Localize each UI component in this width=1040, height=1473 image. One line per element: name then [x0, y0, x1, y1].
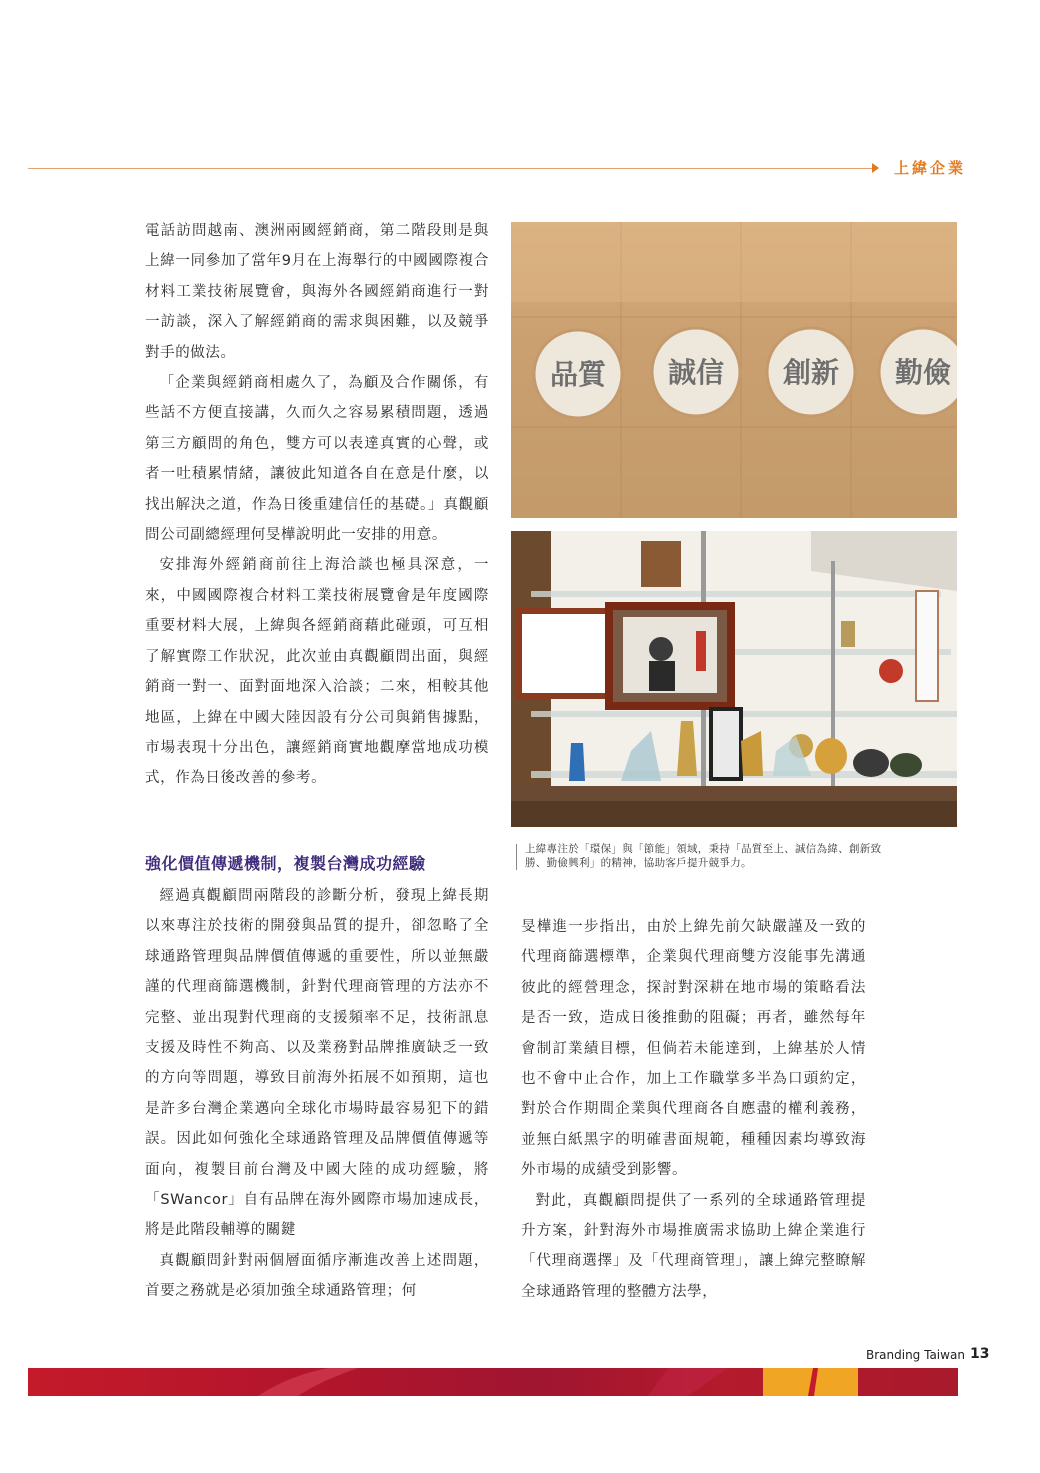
page-number: 13: [970, 1346, 990, 1362]
left-column-top: [145, 216, 489, 794]
value-plate-innovation: 創新: [782, 356, 840, 389]
footer-color-band: [28, 1368, 958, 1396]
paragraph: 對此，真觀顧問提供了一系列的全球通路管理提升方案，針對海外市場推廣需求協助上緯企業進行「代理商選擇」及「代理商管理」，讓上緯完整瞭解全球通路管理的整體方法學，: [521, 1192, 866, 1300]
header-arrow-icon: [872, 163, 879, 173]
paragraph: 電話訪問越南、澳洲兩國經銷商，第二階段則是與上緯一同參加了當年9月在上海舉行的中國國際複合材料工業技術展覽會，與海外各國經銷商進行一對一訪談，深入了解經銷商的需求與困難，以及競爭對手的做法。: [145, 223, 489, 361]
value-plate-integrity: 誠信: [667, 356, 725, 389]
photo-caption: 上緯專注於「環保」與「節能」領域，秉持「品質至上、誠信為緯、創新致勝、勤儉興利」的精神，協助客戶提升競爭力。: [525, 843, 882, 869]
left-column-bottom: [145, 881, 489, 1307]
header-rule: [28, 168, 874, 169]
photo-award-shelves: [511, 531, 957, 827]
paragraph: 經過真觀顧問兩階段的診斷分析，發現上緯長期以來專注於技術的開發與品質的提升，卻忽略了全球通路管理與品牌價值傳遞的重要性，所以並無嚴謹的代理商篩選機制，針對代理商管理的方法亦不完整、並出現對代理商的支援頻率不足，技術訊息支援及時性不夠高、以及業務對品牌推廣缺乏一致的方向等問題，導致目前海外拓展不如預期，這也是許多台灣企業邁向全球化市場時最容易犯下的錯誤。因此如何強化全球通路管理及品牌價值傳遞等面向，複製目前台灣及中國大陸的成功經驗，將「SWancor」自有品牌在海外國際市場加速成長，將是此階段輔導的關鍵: [145, 888, 489, 1239]
magazine-name: Branding Taiwan: [866, 1348, 965, 1362]
paragraph: 「企業與經銷商相處久了，為顧及合作關係，有些話不方便直接講，久而久之容易累積問題，透過第三方顧問的角色，雙方可以表達真實的心聲，或者一吐積累情緒，讓彼此知道各自在意是什麼，以找出解決之道，作為日後重建信任的基礎。」真觀顧問公司副總經理何旻樺說明此一安排的用意。: [145, 375, 489, 544]
value-plate-diligence: 勤儉: [894, 356, 952, 389]
section-label: 上緯企業: [894, 159, 967, 177]
footer-band-decoration: [28, 1368, 958, 1396]
right-column-bottom: [521, 912, 866, 1307]
value-plate-quality: 品質: [549, 358, 607, 391]
award-shelves-illustration: [511, 531, 957, 827]
core-values-wall-illustration: [511, 222, 957, 518]
section-subheading: 強化價值傳遞機制，複製台灣成功經驗: [145, 854, 426, 873]
photo-core-values-wall: [511, 222, 957, 518]
paragraph: 旻樺進一步指出，由於上緯先前欠缺嚴謹及一致的代理商篩選標準，企業與代理商雙方沒能事先溝通彼此的經營理念，探討對深耕在地市場的策略看法是否一致，造成日後推動的阻礙；再者，雖然每年會制訂業績目標，但倘若未能達到，上緯基於人情也不會中止合作，加上工作職掌多半為口頭約定，對於合作期間企業與代理商各自應盡的權利義務，並無白紙黑字的明確書面規範，種種因素均導致海外市場的成績受到影響。: [521, 919, 866, 1179]
paragraph: 安排海外經銷商前往上海洽談也極具深意，一來，中國國際複合材料工業技術展覽會是年度國際重要材料大展，上緯與各經銷商藉此碰頭，可互相了解實際工作狀況，此次並由真觀顧問出面，與經銷商一對一、面對面地深入洽談；二來，相較其他地區，上緯在中國大陸因設有分公司與銷售據點，市場表現十分出色，讓經銷商實地觀摩當地成功模式，作為日後改善的參考。: [145, 557, 489, 787]
caption-mark: [516, 844, 517, 870]
paragraph: 真觀顧問針對兩個層面循序漸進改善上述問題，首要之務就是必須加強全球通路管理；何: [145, 1252, 489, 1300]
